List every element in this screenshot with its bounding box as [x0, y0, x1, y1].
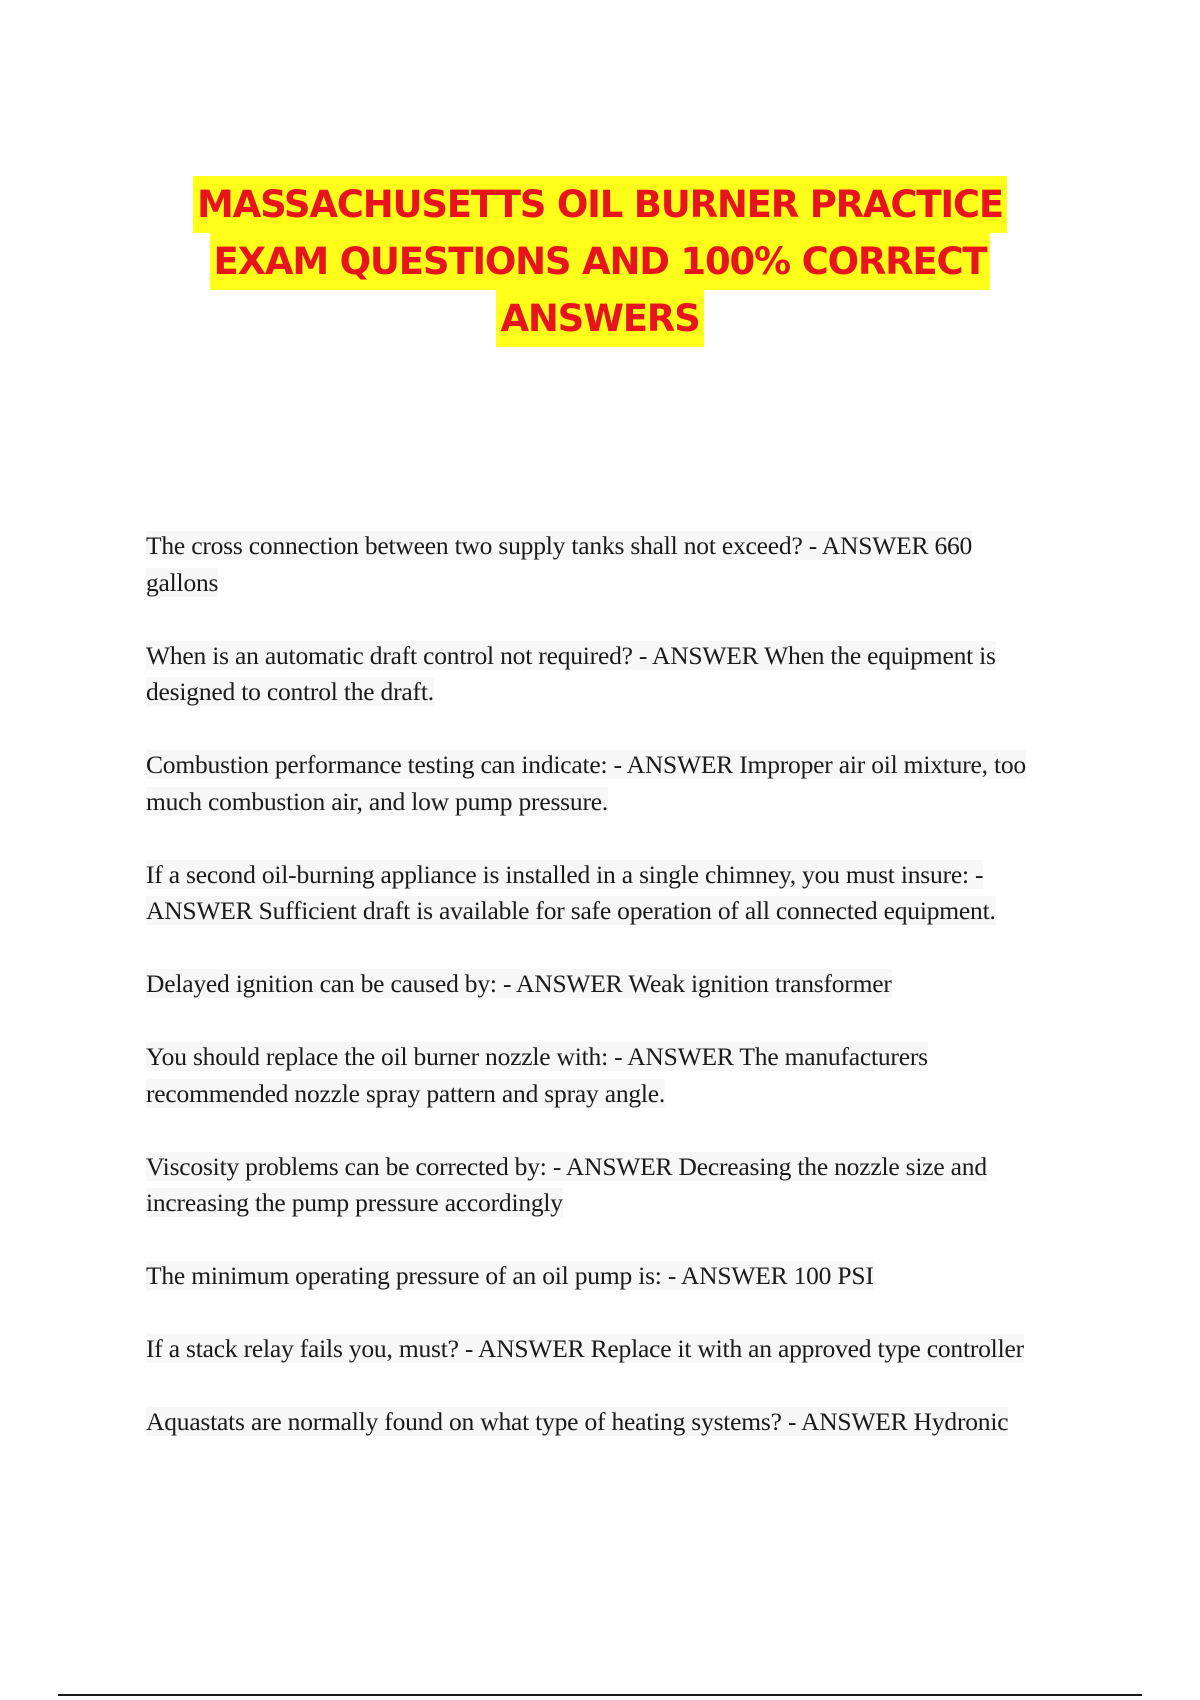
title-line-2: EXAM QUESTIONS AND 100% CORRECT: [210, 233, 991, 290]
qa-text: Viscosity problems can be corrected by: - ANSWER Decreasing the nozzle size and increasing the pump pressure accordingly: [146, 1151, 987, 1217]
title-line-3: ANSWERS: [496, 290, 703, 347]
qa-item: [146, 966, 1046, 1003]
qa-text: The minimum operating pressure of an oil pump is: - ANSWER 100 PSI: [146, 1261, 874, 1290]
qa-text: If a stack relay fails you, must? - ANSWER Replace it with an approved type controller: [146, 1334, 1024, 1363]
qa-text: If a second oil-burning appliance is installed in a single chimney, you must insure: - ANSWER Sufficient draft is available for safe operation of all connected equipment.: [146, 859, 996, 925]
qa-item: [146, 528, 1046, 601]
qa-text: Delayed ignition can be caused by: - ANSWER Weak ignition transformer: [146, 969, 892, 998]
qa-text: Aquastats are normally found on what type of heating systems? - ANSWER Hydronic: [146, 1407, 1009, 1436]
qa-item: [146, 1404, 1046, 1441]
page-bottom-rule: [58, 1694, 1142, 1696]
qa-item: [146, 1149, 1046, 1222]
qa-item: [146, 857, 1046, 930]
document-title: [150, 176, 1050, 347]
qa-text: You should replace the oil burner nozzle with: - ANSWER The manufacturers recommended nozzle spray pattern and spray angle.: [146, 1042, 928, 1108]
qa-item: [146, 1331, 1046, 1368]
qa-text: Combustion performance testing can indicate: - ANSWER Improper air oil mixture, too much combustion air, and low pump pressure.: [146, 750, 1026, 816]
qa-text: When is an automatic draft control not required? - ANSWER When the equipment is designed to control the draft.: [146, 640, 996, 706]
qa-item: [146, 1258, 1046, 1295]
qa-item: [146, 1039, 1046, 1112]
title-line-1: MASSACHUSETTS OIL BURNER PRACTICE: [193, 176, 1007, 233]
qa-item: [146, 747, 1046, 820]
qa-list: [146, 528, 1046, 1477]
qa-item: [146, 638, 1046, 711]
qa-text: The cross connection between two supply tanks shall not exceed? - ANSWER 660 gallons: [146, 531, 973, 597]
